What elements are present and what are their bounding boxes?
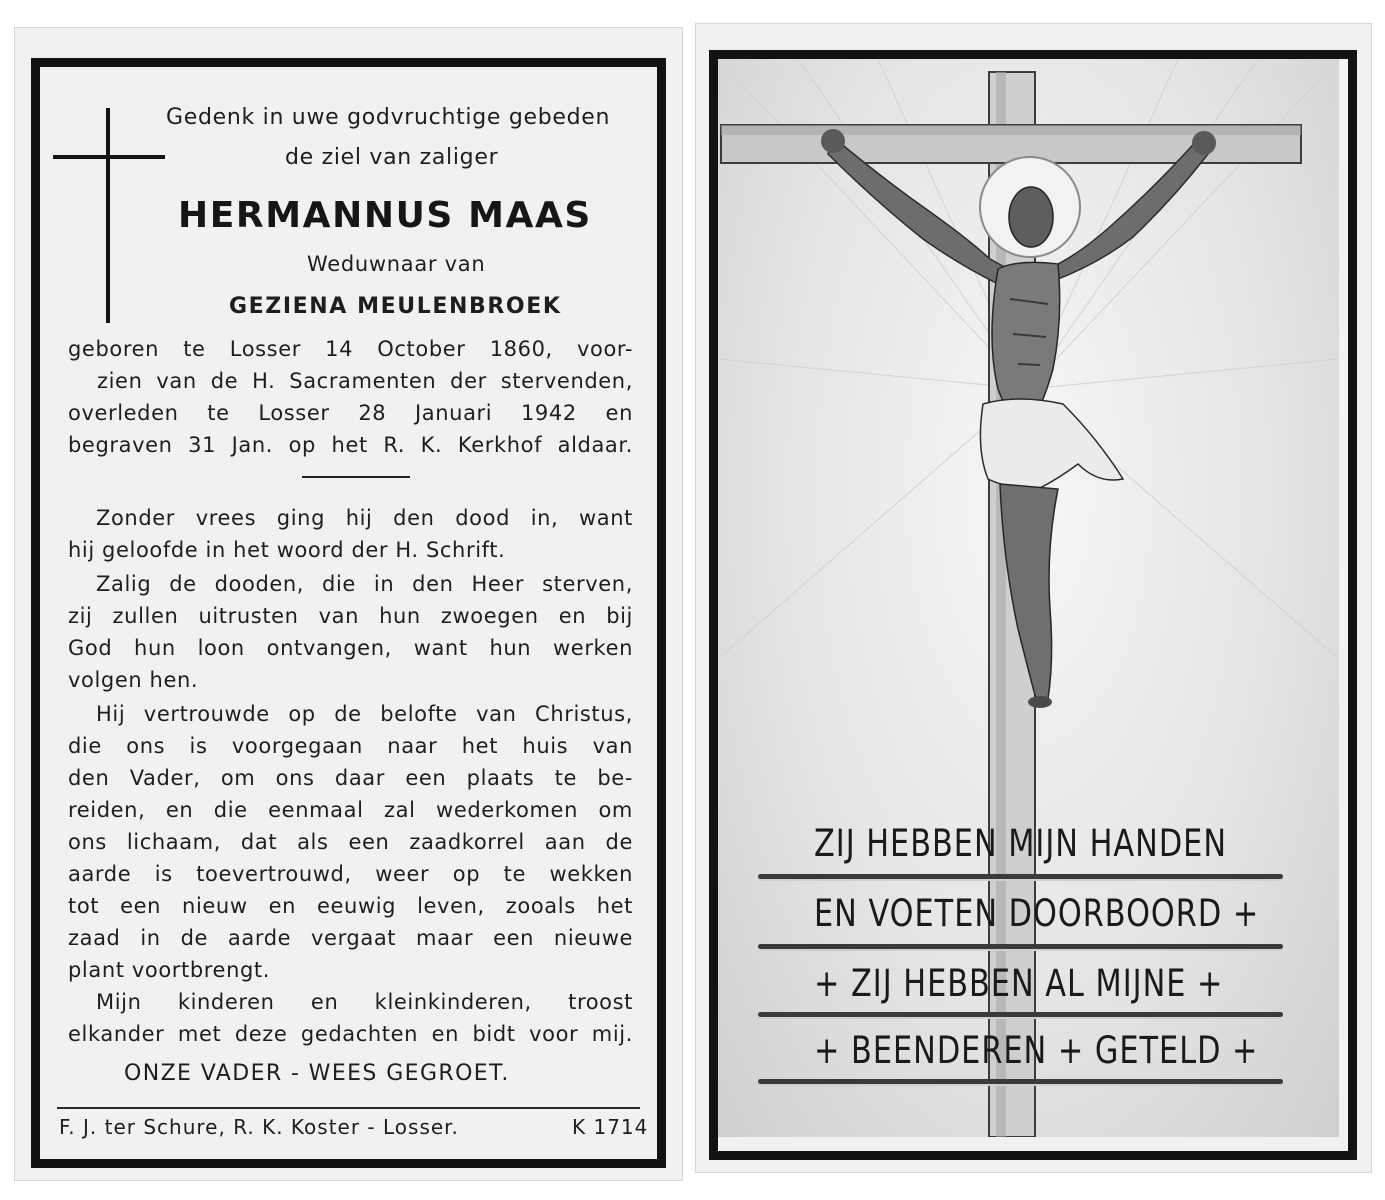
text-line: volgen hen. [68,668,199,692]
text-line: hij geloofde in het woord der H. Schrift. [68,538,506,562]
inscription-line-1: ZIJ HEBBEN MIJN HANDEN [814,822,1228,865]
bio-line: geboren te Losser 14 October 1860, voor- [68,337,633,361]
text-line: aarde is toevertrouwd, weer op te wekken [68,862,633,886]
inscription-rule [758,874,1283,879]
bio-line: zien van de H. Sacramenten der stervenden, [97,369,633,393]
divider [302,476,410,478]
crucifix-illustration [718,59,1339,1137]
bio-line: begraven 31 Jan. op het R. K. Kerkhof aldaar. [68,433,633,457]
text-line: God hun loon ontvangen, want hun werken [68,636,633,660]
intro-line-1: Gedenk in uwe godvruchtige gebeden [166,105,611,130]
memorial-card-text-side [15,28,682,1180]
text-line: ons lichaam, dat als een zaadkorrel aan de [68,830,633,854]
text-line: elkander met deze gedachten en bidt voor mij. [68,1022,633,1046]
memorial-card-image-side [696,24,1371,1172]
footer-divider [57,1107,640,1109]
bio-line: overleden te Losser 28 Januari 1942 en [68,401,633,425]
text-line: plant voortbrengt. [68,958,271,982]
text-line: Mijn kinderen en kleinkinderen, troost [96,990,633,1014]
text-line: zij zullen uitrusten van hun zwoegen en bij [68,604,633,628]
inscription-line-2: EN VOETEN DOORBOORD + [814,892,1260,935]
inscription-rule [758,944,1283,949]
deceased-name: HERMANNUS MAAS [178,195,592,236]
printer-line: F. J. ter Schure, R. K. Koster - Losser. [59,1115,459,1139]
spouse-name: GEZIENA MEULENBROEK [229,294,562,319]
text-line: die ons is voorgegaan naar het huis van [68,734,633,758]
prayer-line: ONZE VADER - WEES GEGROET. [124,1061,510,1086]
inscription-line-4: + BEENDEREN + GETELD + [814,1029,1259,1072]
cross-icon-bar [53,155,165,159]
inscription-rule [758,1012,1283,1017]
text-line: zaad in de aarde vergaat maar een nieuwe [68,926,633,950]
text-line: Zonder vrees ging hij den dood in, want [96,506,633,530]
text-line: Zalig de dooden, die in den Heer sterven, [96,572,633,596]
cross-icon [106,108,110,323]
intro-line-2: de ziel van zaliger [285,145,499,170]
text-line: den Vader, om ons daar een plaats te be- [68,766,633,790]
inscription-rule [758,1079,1283,1084]
inscription-line-3: + ZIJ HEBBEN AL MIJNE + [814,962,1224,1005]
text-line: reiden, en die eenmaal zal wederkomen om [68,798,633,822]
text-line: tot een nieuw en eeuwig leven, zooals het [68,894,633,918]
print-code: K 1714 [572,1115,649,1139]
relation-label: Weduwnaar van [307,252,486,276]
text-line: Hij vertrouwde op de belofte van Christus, [96,702,633,726]
